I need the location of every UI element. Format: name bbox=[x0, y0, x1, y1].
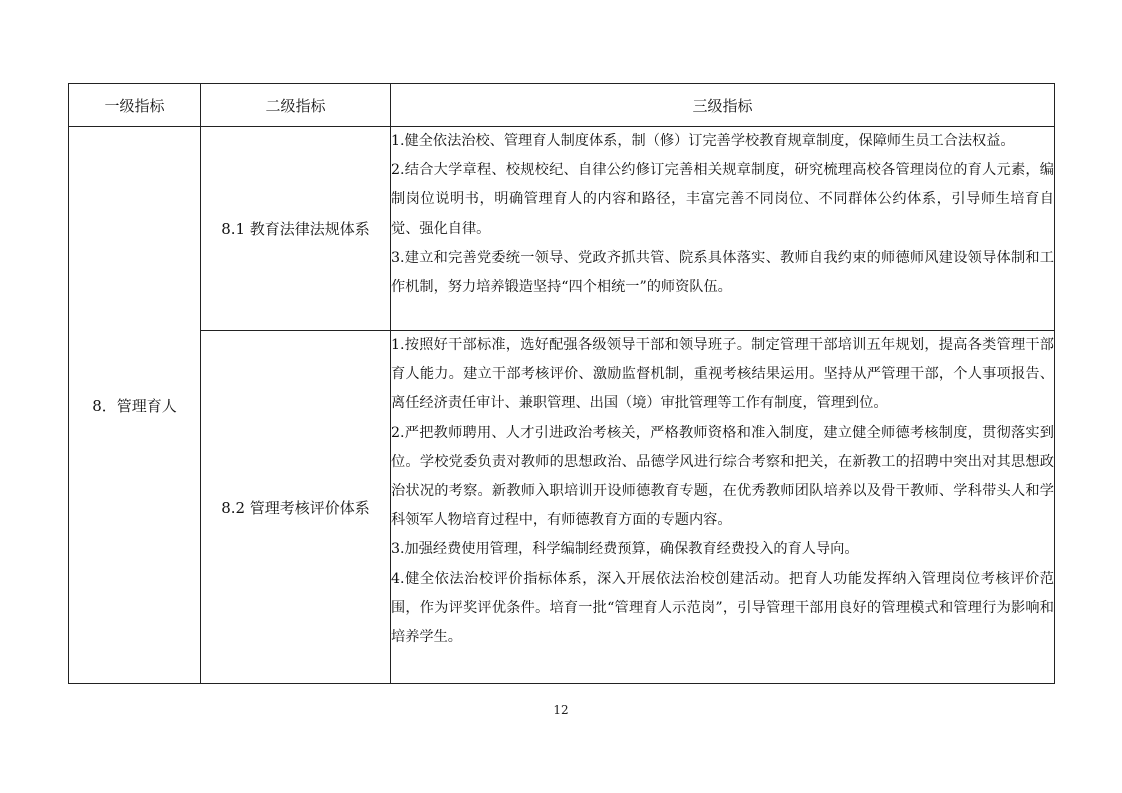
level3-item: 1.健全依法治校、管理育人制度体系，制（修）订完善学校教育规章制度，保障师生员工合法权益。 bbox=[391, 133, 1015, 149]
level3-item: 2.严把教师聘用、人才引进政治考核关，严格教师资格和准入制度，建立健全师德考核制度，贯彻落实到位。学校党委负责对教师的思想政治、品德学风进行综合考察和把关，在新教工的招聘中突出对其思想政治状况的考察。新教师入职培训开设师德教育专题，在优秀教师团队培养以及骨干教师、学科带头人和学科领军人物培育过程中，有师德教育方面的专题内容。 bbox=[391, 424, 1054, 529]
table-row bbox=[69, 127, 1055, 331]
header-level1: 一级指标 bbox=[69, 84, 201, 127]
level3-cell bbox=[391, 331, 1055, 684]
level3-item: 4.健全依法治校评价指标体系，深入开展依法治校创建活动。把育人功能发挥纳入管理岗位考核评价范围，作为评奖评优条件。培育一批“管理育人示范岗”，引导管理干部用良好的管理模式和管理行为影响和培养学生。 bbox=[391, 570, 1054, 646]
indicator-table bbox=[68, 83, 1055, 684]
page-number: 12 bbox=[553, 703, 569, 717]
level1-cell: 8．管理育人 bbox=[69, 127, 201, 684]
level3-item: 3.建立和完善党委统一领导、党政齐抓共管、院系具体落实、教师自我约束的师德师风建设领导体制和工作机制，努力培养锻造坚持“四个相统一”的师资队伍。 bbox=[391, 249, 1054, 296]
header-level2: 二级指标 bbox=[201, 84, 391, 127]
level3-cell bbox=[391, 127, 1055, 331]
header-level3: 三级指标 bbox=[391, 84, 1055, 127]
table-row bbox=[69, 331, 1055, 684]
level2-cell: 8.2 管理考核评价体系 bbox=[201, 331, 391, 684]
level2-cell: 8.1 教育法律法规体系 bbox=[201, 127, 391, 331]
level3-item: 3.加强经费使用管理，科学编制经费预算，确保教育经费投入的育人导向。 bbox=[391, 541, 859, 558]
level3-item: 1.按照好干部标准，选好配强各级领导干部和领导班子。制定管理干部培训五年规划，提高各类管理干部育人能力。建立干部考核评价、激励监督机制，重视考核结果运用。坚持从严管理干部，个人事项报告、离任经济责任审计、兼职管理、出国（境）审批管理等工作有制度，管理到位。 bbox=[391, 337, 1054, 412]
table-header-row bbox=[69, 84, 1055, 127]
level3-item: 2.结合大学章程、校规校纪、自律公约修订完善相关规章制度，研究梳理高校各管理岗位的育人元素，编制岗位说明书，明确管理育人的内容和路径，丰富完善不同岗位、不同群体公约体系，引导师生培育自觉、强化自律。 bbox=[391, 162, 1054, 237]
